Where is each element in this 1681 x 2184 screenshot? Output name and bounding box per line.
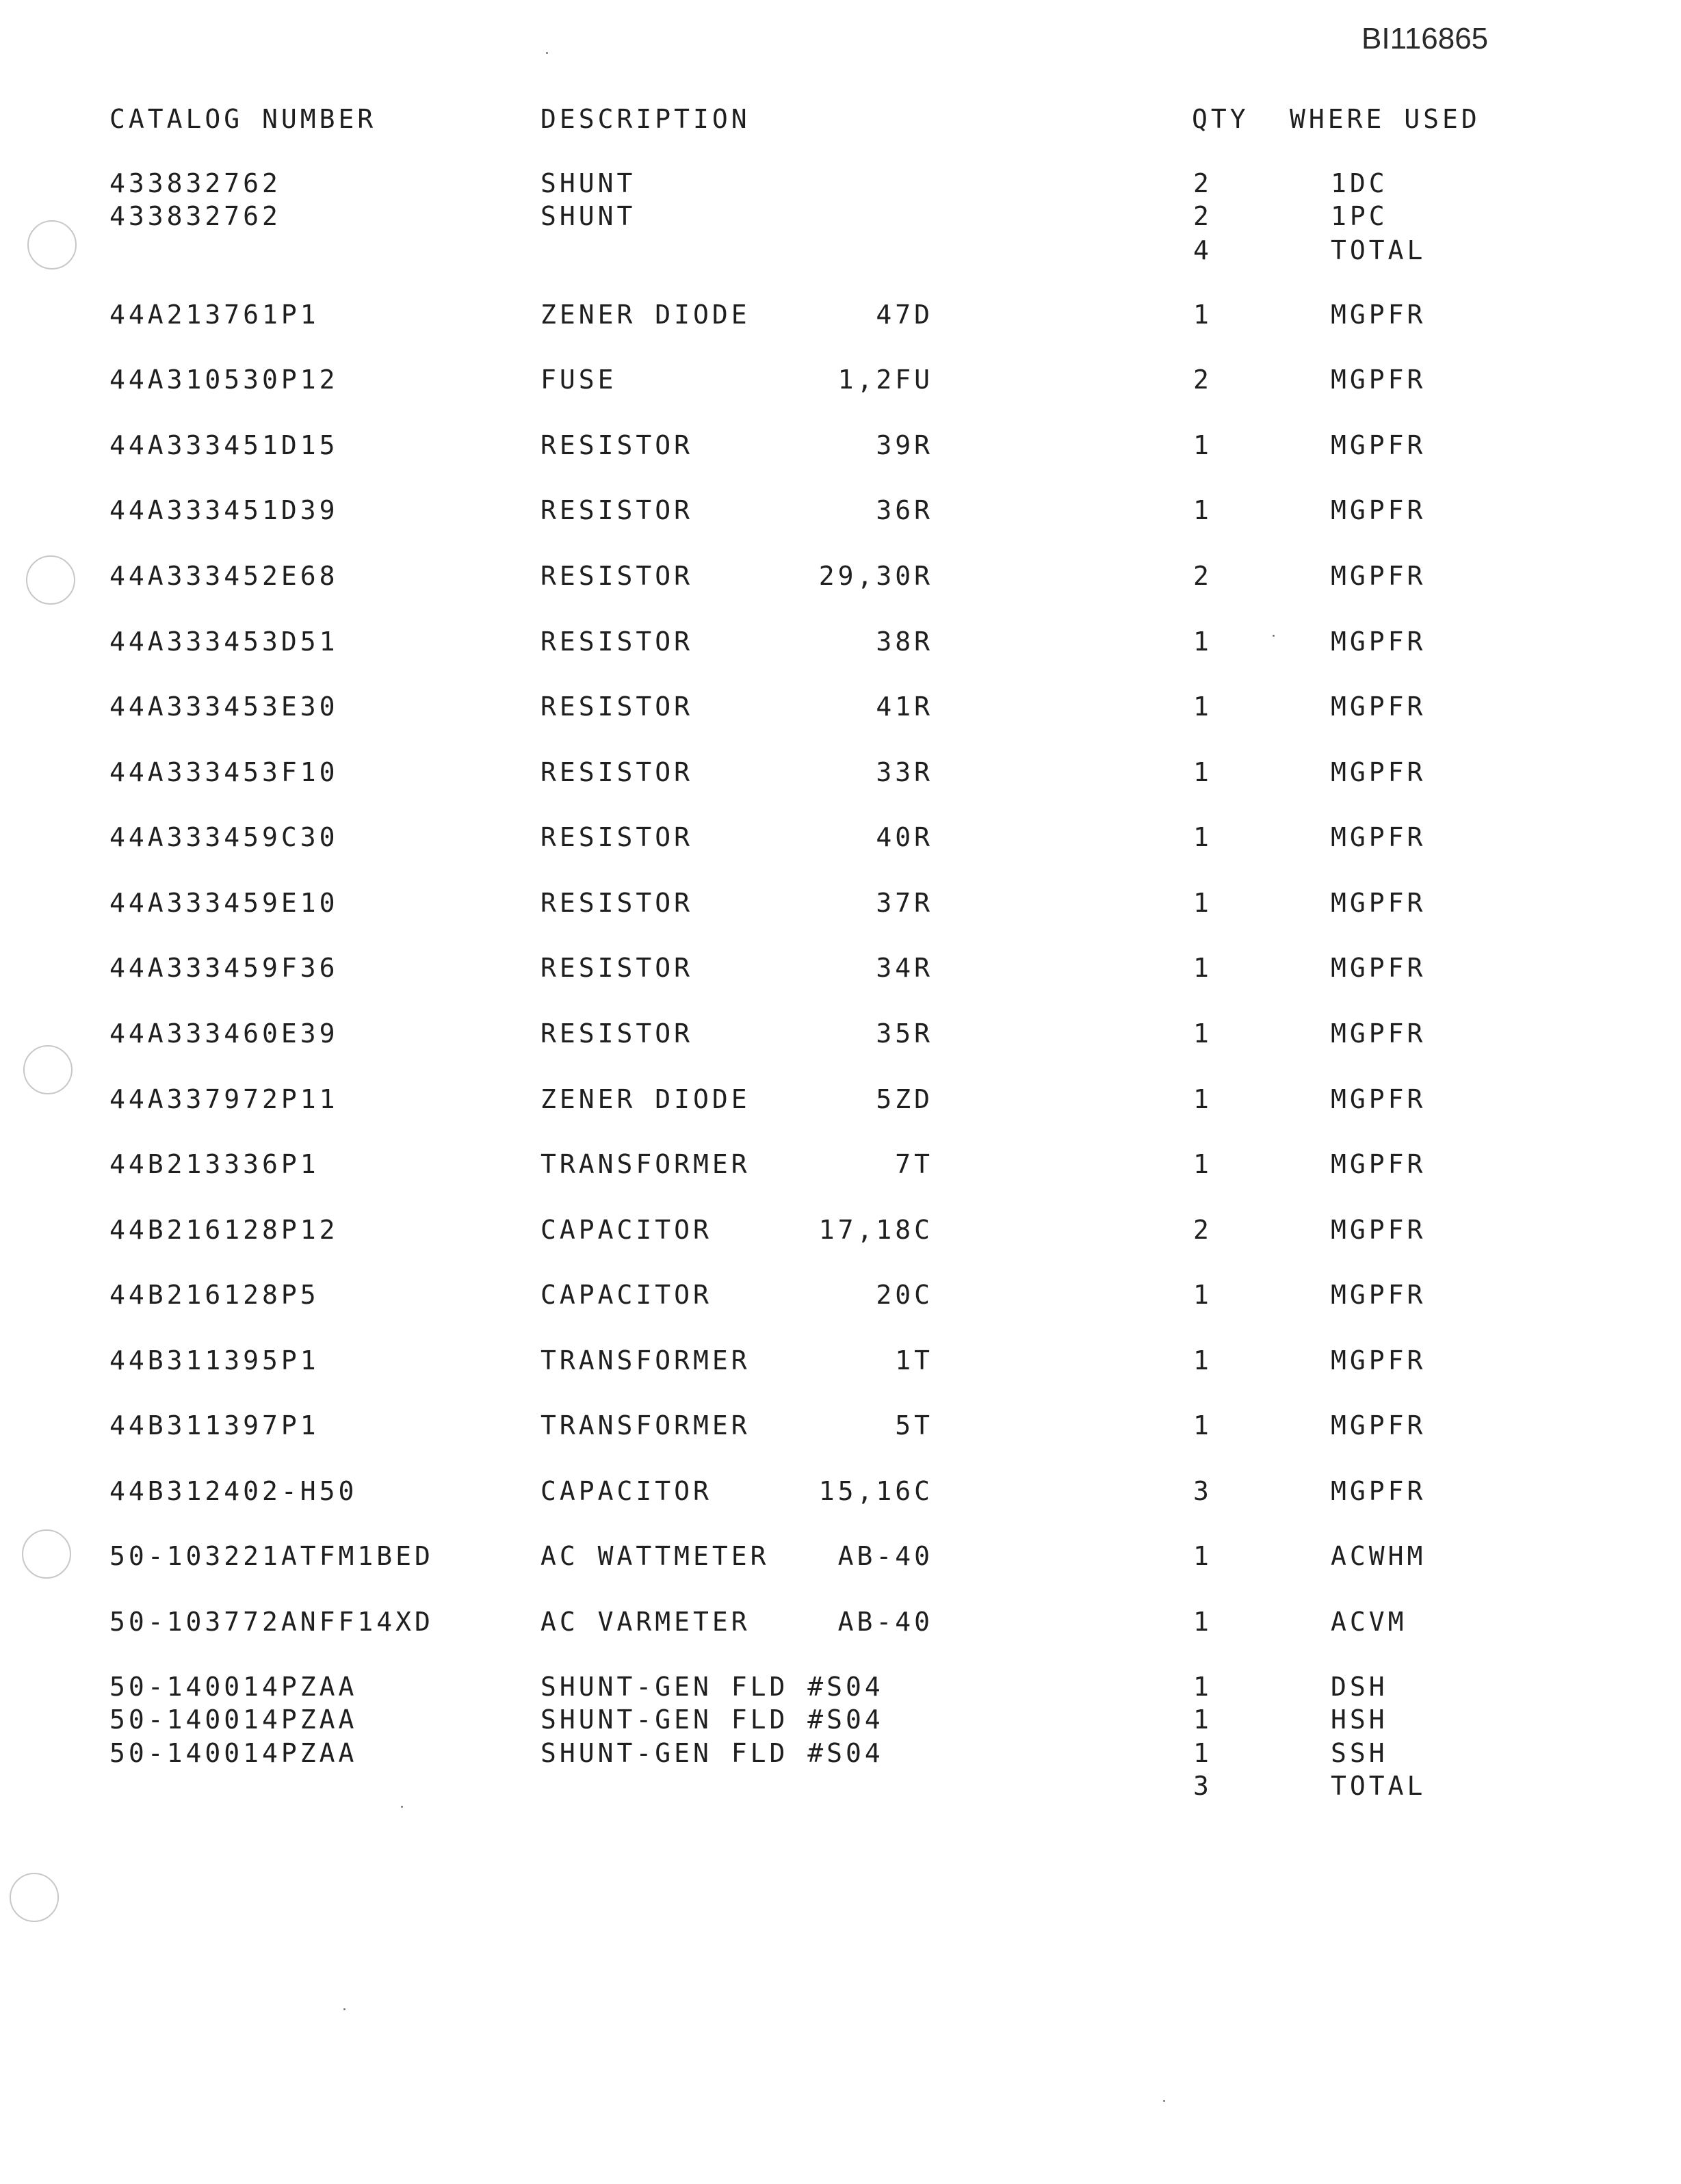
row-15-where: MGPFR bbox=[1331, 1084, 1426, 1114]
row-17-catalog: 44B216128P12 bbox=[109, 1215, 339, 1245]
row-5-where: MGPFR bbox=[1331, 430, 1426, 460]
row-18-description: CAPACITOR bbox=[540, 1280, 712, 1310]
binder-hole bbox=[27, 220, 77, 269]
row-10-qty: 1 bbox=[1193, 757, 1212, 787]
row-21-ref: 15,16C bbox=[818, 1476, 933, 1506]
row-12-description: RESISTOR bbox=[540, 888, 694, 918]
row-0-qty: 2 bbox=[1193, 168, 1212, 198]
row-14-ref: 35R bbox=[876, 1018, 933, 1049]
row-5-qty: 1 bbox=[1193, 430, 1212, 460]
scan-speck bbox=[546, 52, 548, 54]
row-26-description: SHUNT-GEN FLD #S04 bbox=[540, 1738, 884, 1768]
row-19-catalog: 44B311395P1 bbox=[109, 1345, 320, 1376]
header-catalog-number: CATALOG NUMBER bbox=[109, 104, 377, 134]
row-4-catalog: 44A310530P12 bbox=[109, 365, 339, 395]
row-17-ref: 17,18C bbox=[818, 1215, 933, 1245]
scan-speck bbox=[401, 1806, 403, 1808]
row-3-qty: 1 bbox=[1193, 300, 1212, 330]
row-16-ref: 7T bbox=[895, 1149, 933, 1179]
row-4-where: MGPFR bbox=[1331, 365, 1426, 395]
row-4-description: FUSE bbox=[540, 365, 617, 395]
row-24-catalog: 50-140014PZAA bbox=[109, 1672, 358, 1702]
row-26-where: SSH bbox=[1331, 1738, 1388, 1768]
row-27-qty: 3 bbox=[1193, 1771, 1212, 1801]
row-3-where: MGPFR bbox=[1331, 300, 1426, 330]
row-6-qty: 1 bbox=[1193, 495, 1212, 525]
row-9-description: RESISTOR bbox=[540, 692, 694, 722]
row-22-where: ACWHM bbox=[1331, 1541, 1426, 1571]
row-9-catalog: 44A333453E30 bbox=[109, 692, 339, 722]
row-15-ref: 5ZD bbox=[876, 1084, 933, 1114]
row-11-qty: 1 bbox=[1193, 822, 1212, 852]
row-2-qty: 4 bbox=[1193, 235, 1212, 265]
row-18-where: MGPFR bbox=[1331, 1280, 1426, 1310]
row-15-catalog: 44A337972P11 bbox=[109, 1084, 339, 1114]
row-1-description: SHUNT bbox=[540, 201, 636, 231]
row-6-description: RESISTOR bbox=[540, 495, 694, 525]
row-13-description: RESISTOR bbox=[540, 953, 694, 983]
row-14-description: RESISTOR bbox=[540, 1018, 694, 1049]
row-4-qty: 2 bbox=[1193, 365, 1212, 395]
header-where-used: WHERE USED bbox=[1290, 104, 1481, 134]
row-3-ref: 47D bbox=[876, 300, 933, 330]
row-20-ref: 5T bbox=[895, 1410, 933, 1440]
row-3-description: ZENER DIODE bbox=[540, 300, 751, 330]
row-1-where: 1PC bbox=[1331, 201, 1388, 231]
scan-speck bbox=[1273, 635, 1275, 637]
row-17-qty: 2 bbox=[1193, 1215, 1212, 1245]
row-22-description: AC WATTMETER bbox=[540, 1541, 770, 1571]
row-5-description: RESISTOR bbox=[540, 430, 694, 460]
row-9-where: MGPFR bbox=[1331, 692, 1426, 722]
row-8-where: MGPFR bbox=[1331, 627, 1426, 657]
row-18-ref: 20C bbox=[876, 1280, 933, 1310]
row-26-catalog: 50-140014PZAA bbox=[109, 1738, 358, 1768]
row-23-qty: 1 bbox=[1193, 1607, 1212, 1637]
row-7-description: RESISTOR bbox=[540, 561, 694, 591]
binder-hole bbox=[26, 555, 75, 605]
row-15-qty: 1 bbox=[1193, 1084, 1212, 1114]
row-1-qty: 2 bbox=[1193, 201, 1212, 231]
row-13-where: MGPFR bbox=[1331, 953, 1426, 983]
row-14-where: MGPFR bbox=[1331, 1018, 1426, 1049]
row-8-ref: 38R bbox=[876, 627, 933, 657]
row-15-description: ZENER DIODE bbox=[540, 1084, 751, 1114]
scan-speck bbox=[1163, 2100, 1165, 2102]
row-21-catalog: 44B312402-H50 bbox=[109, 1476, 358, 1506]
row-23-catalog: 50-103772ANFF14XD bbox=[109, 1607, 434, 1637]
row-23-description: AC VARMETER bbox=[540, 1607, 751, 1637]
row-20-qty: 1 bbox=[1193, 1410, 1212, 1440]
row-25-where: HSH bbox=[1331, 1705, 1388, 1735]
row-9-ref: 41R bbox=[876, 692, 933, 722]
row-12-ref: 37R bbox=[876, 888, 933, 918]
row-0-description: SHUNT bbox=[540, 168, 636, 198]
row-11-where: MGPFR bbox=[1331, 822, 1426, 852]
row-12-qty: 1 bbox=[1193, 888, 1212, 918]
row-11-catalog: 44A333459C30 bbox=[109, 822, 339, 852]
row-11-description: RESISTOR bbox=[540, 822, 694, 852]
row-14-qty: 1 bbox=[1193, 1018, 1212, 1049]
row-22-ref: AB-40 bbox=[837, 1541, 933, 1571]
row-0-catalog: 433832762 bbox=[109, 168, 281, 198]
row-20-catalog: 44B311397P1 bbox=[109, 1410, 320, 1440]
row-10-ref: 33R bbox=[876, 757, 933, 787]
binder-hole bbox=[23, 1045, 73, 1094]
row-5-ref: 39R bbox=[876, 430, 933, 460]
binder-hole bbox=[10, 1873, 59, 1922]
row-22-catalog: 50-103221ATFM1BED bbox=[109, 1541, 434, 1571]
row-18-catalog: 44B216128P5 bbox=[109, 1280, 320, 1310]
row-18-qty: 1 bbox=[1193, 1280, 1212, 1310]
row-17-description: CAPACITOR bbox=[540, 1215, 712, 1245]
row-21-description: CAPACITOR bbox=[540, 1476, 712, 1506]
row-6-where: MGPFR bbox=[1331, 495, 1426, 525]
row-13-ref: 34R bbox=[876, 953, 933, 983]
row-6-catalog: 44A333451D39 bbox=[109, 495, 339, 525]
row-7-where: MGPFR bbox=[1331, 561, 1426, 591]
row-16-where: MGPFR bbox=[1331, 1149, 1426, 1179]
scan-speck bbox=[343, 2008, 346, 2010]
row-7-catalog: 44A333452E68 bbox=[109, 561, 339, 591]
row-0-where: 1DC bbox=[1331, 168, 1388, 198]
row-23-where: ACVM bbox=[1331, 1607, 1407, 1637]
row-23-ref: AB-40 bbox=[837, 1607, 933, 1637]
row-12-where: MGPFR bbox=[1331, 888, 1426, 918]
row-7-qty: 2 bbox=[1193, 561, 1212, 591]
row-25-qty: 1 bbox=[1193, 1705, 1212, 1735]
row-20-where: MGPFR bbox=[1331, 1410, 1426, 1440]
row-9-qty: 1 bbox=[1193, 692, 1212, 722]
header-description: DESCRIPTION bbox=[540, 104, 751, 134]
binder-hole bbox=[22, 1529, 71, 1579]
row-22-qty: 1 bbox=[1193, 1541, 1212, 1571]
row-11-ref: 40R bbox=[876, 822, 933, 852]
row-24-qty: 1 bbox=[1193, 1672, 1212, 1702]
row-21-where: MGPFR bbox=[1331, 1476, 1426, 1506]
row-4-ref: 1,2FU bbox=[837, 365, 933, 395]
row-10-description: RESISTOR bbox=[540, 757, 694, 787]
row-16-description: TRANSFORMER bbox=[540, 1149, 751, 1179]
header-qty: QTY bbox=[1192, 104, 1249, 134]
row-12-catalog: 44A333459E10 bbox=[109, 888, 339, 918]
row-1-catalog: 433832762 bbox=[109, 201, 281, 231]
row-25-description: SHUNT-GEN FLD #S04 bbox=[540, 1705, 884, 1735]
row-8-description: RESISTOR bbox=[540, 627, 694, 657]
document-id: BI116865 bbox=[1361, 22, 1489, 55]
row-16-qty: 1 bbox=[1193, 1149, 1212, 1179]
row-7-ref: 29,30R bbox=[818, 561, 933, 591]
row-19-where: MGPFR bbox=[1331, 1345, 1426, 1376]
row-24-description: SHUNT-GEN FLD #S04 bbox=[540, 1672, 884, 1702]
row-5-catalog: 44A333451D15 bbox=[109, 430, 339, 460]
row-10-catalog: 44A333453F10 bbox=[109, 757, 339, 787]
row-25-catalog: 50-140014PZAA bbox=[109, 1705, 358, 1735]
row-21-qty: 3 bbox=[1193, 1476, 1212, 1506]
row-13-catalog: 44A333459F36 bbox=[109, 953, 339, 983]
row-27-where: TOTAL bbox=[1331, 1771, 1426, 1801]
row-8-qty: 1 bbox=[1193, 627, 1212, 657]
row-13-qty: 1 bbox=[1193, 953, 1212, 983]
row-3-catalog: 44A213761P1 bbox=[109, 300, 320, 330]
row-19-qty: 1 bbox=[1193, 1345, 1212, 1376]
row-2-where: TOTAL bbox=[1331, 235, 1426, 265]
row-24-where: DSH bbox=[1331, 1672, 1388, 1702]
row-20-description: TRANSFORMER bbox=[540, 1410, 751, 1440]
row-17-where: MGPFR bbox=[1331, 1215, 1426, 1245]
row-19-ref: 1T bbox=[895, 1345, 933, 1376]
row-10-where: MGPFR bbox=[1331, 757, 1426, 787]
row-14-catalog: 44A333460E39 bbox=[109, 1018, 339, 1049]
row-19-description: TRANSFORMER bbox=[540, 1345, 751, 1376]
row-26-qty: 1 bbox=[1193, 1738, 1212, 1768]
row-16-catalog: 44B213336P1 bbox=[109, 1149, 320, 1179]
row-6-ref: 36R bbox=[876, 495, 933, 525]
row-8-catalog: 44A333453D51 bbox=[109, 627, 339, 657]
